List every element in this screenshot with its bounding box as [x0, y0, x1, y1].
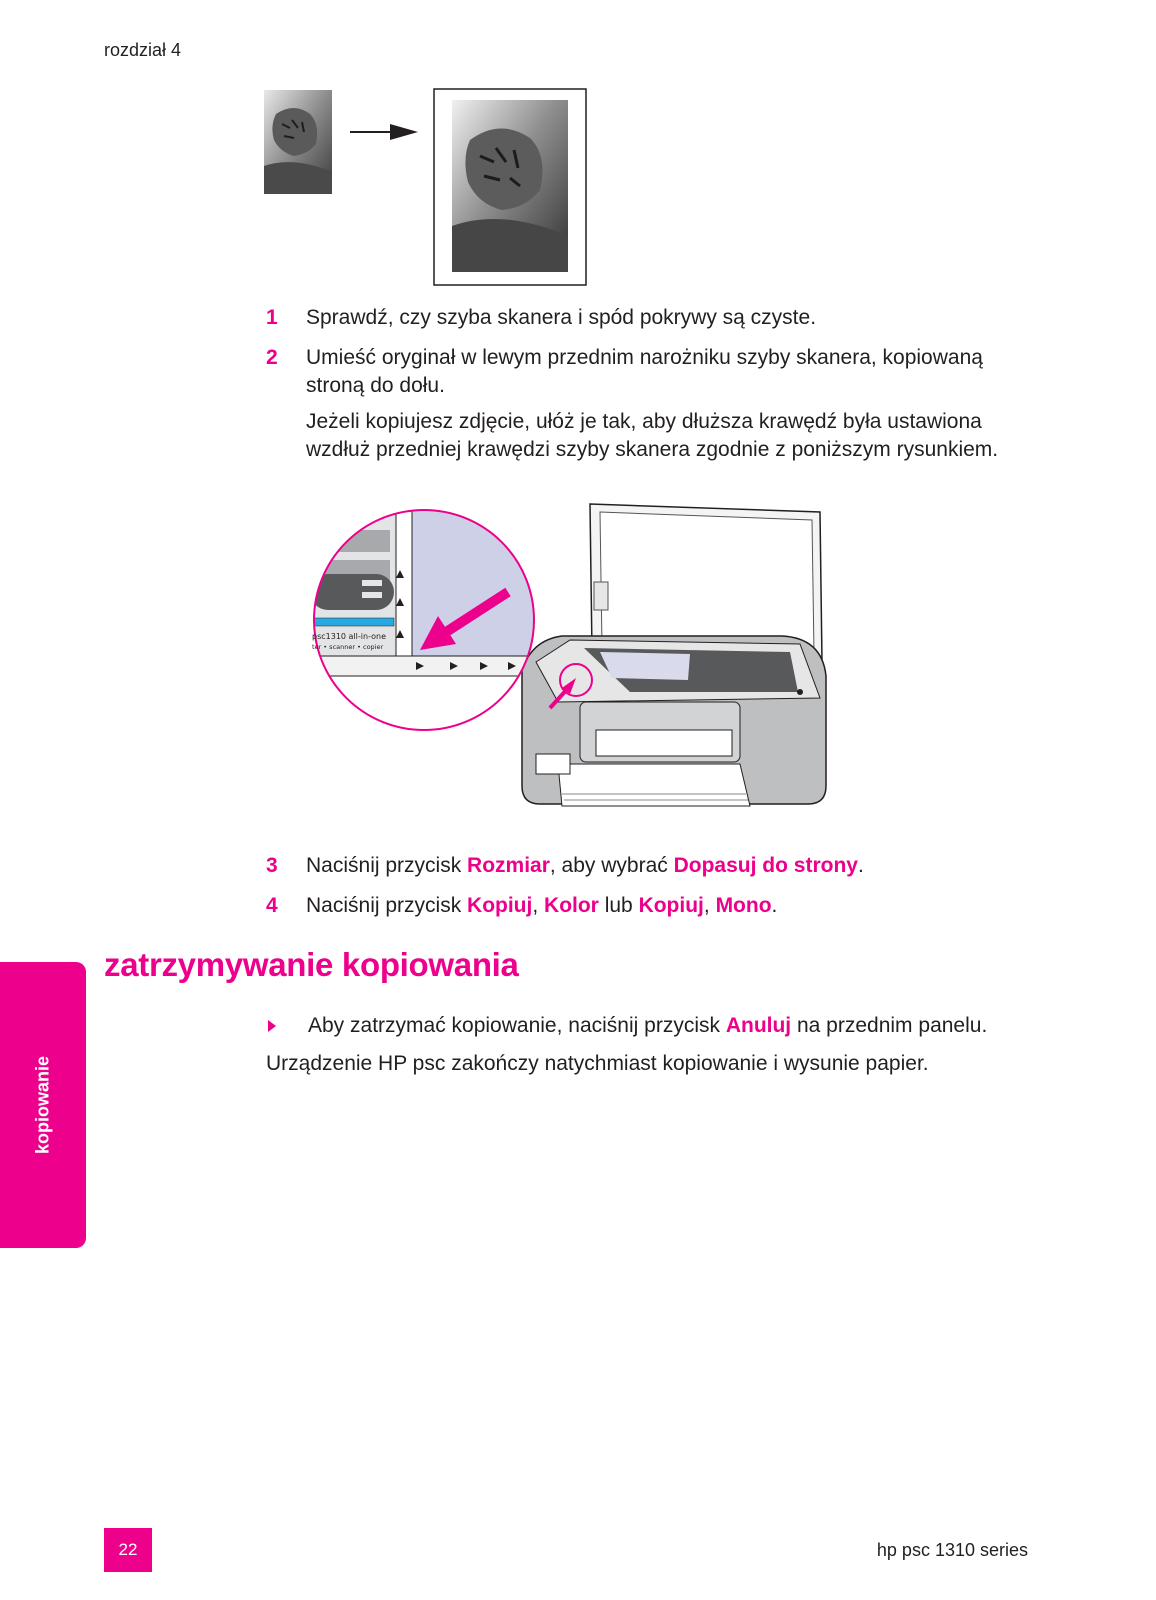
button-name-mono: Mono	[715, 894, 772, 917]
step-text: Sprawdź, czy szyba skanera i spód pokrywy są czyste.	[306, 306, 817, 329]
option-name-fit-to-page: Dopasuj do strony	[673, 854, 858, 877]
bullet-text: na przednim panelu.	[791, 1014, 988, 1037]
step-text: , aby wybrać	[549, 854, 674, 877]
step-4	[266, 892, 1026, 920]
bullet-text: Aby zatrzymać kopiowanie, naciśnij przycisk	[308, 1014, 726, 1037]
page-number: 22	[104, 1528, 152, 1572]
step-number: 4	[266, 894, 278, 917]
button-name-kolor: Kolor	[544, 894, 599, 917]
step-text: lub	[598, 894, 639, 917]
button-name-kopiuj: Kopiuj	[467, 894, 533, 917]
step-number: 3	[266, 854, 278, 877]
side-tab	[0, 962, 86, 1248]
step-text: .	[857, 854, 864, 877]
step-text: .	[771, 894, 778, 917]
button-name-kopiuj: Kopiuj	[638, 894, 704, 917]
step-text: ,	[532, 894, 545, 917]
button-name-rozmiar: Rozmiar	[467, 854, 550, 877]
tiger-photo-small-icon	[264, 90, 332, 194]
printer-placement-illustration	[300, 502, 850, 832]
inset-function-label: ter • scanner • copier	[312, 643, 384, 651]
chapter-header: rozdział 4	[104, 40, 182, 60]
step-number: 2	[266, 346, 278, 369]
steps-list-1	[266, 304, 1026, 476]
bullet-item	[268, 1012, 1068, 1040]
button-name-anuluj: Anuluj	[725, 1014, 792, 1037]
step-3	[266, 852, 1026, 880]
bullet-triangle-icon	[268, 1020, 276, 1032]
inset-model-label: psc1310 all-in-one	[312, 632, 386, 641]
section-paragraph: Urządzenie HP psc zakończy natychmiast kopiowanie i wysunie papier.	[266, 1052, 929, 1075]
magnified-inset	[300, 502, 560, 742]
step-text: ,	[703, 894, 716, 917]
step-text: Naciśnij przycisk	[306, 894, 468, 917]
tiger-photo-enlarged-icon	[434, 89, 586, 285]
step-subtext: Jeżeli kopiujesz zdjęcie, ułóż je tak, aby dłuższa krawędź była ustawiona wzdłuż przedniej krawędzi szyby skanera zgodnie z poniższym rysunkiem.	[306, 410, 999, 461]
printer-body	[522, 636, 826, 806]
step-1	[266, 304, 1026, 332]
footer-product-name: hp psc 1310 series	[876, 1540, 1028, 1560]
step-text: Naciśnij przycisk	[306, 854, 468, 877]
step-text: Umieść oryginał w lewym przednim narożniku szyby skanera, kopiowaną stroną do dołu.	[306, 346, 983, 397]
resize-illustration	[262, 86, 602, 292]
side-tab-label: kopiowanie	[32, 1055, 53, 1155]
step-2	[266, 344, 1026, 464]
right-arrow-icon	[350, 124, 418, 140]
step-number: 1	[266, 306, 278, 329]
section-heading: zatrzymywanie kopiowania	[104, 946, 519, 983]
steps-list-2	[266, 852, 1026, 932]
